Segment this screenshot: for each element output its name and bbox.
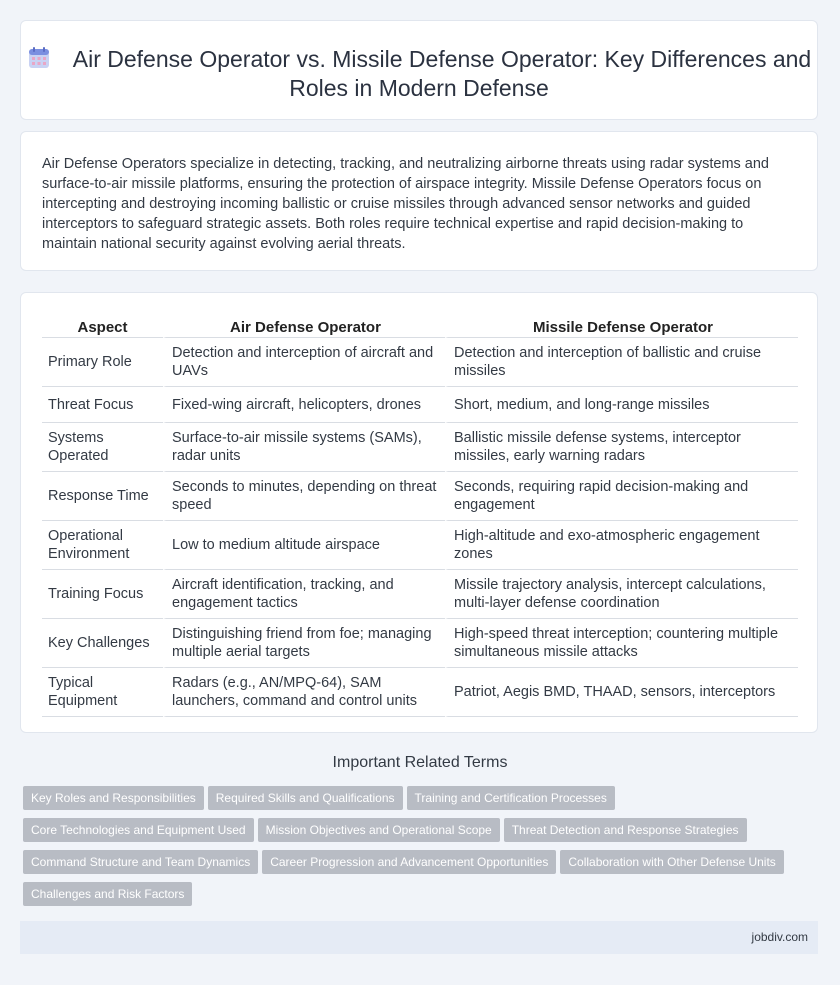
title-text: Air Defense Operator vs. Missile Defense Operator: Key Differences and Roles in Modern Defense [72,46,812,101]
related-term-tag[interactable]: Mission Objectives and Operational Scope [258,818,500,842]
cell-air: Radars (e.g., AN/MPQ-64), SAM launchers, command and control units [163,668,445,717]
table-row [42,472,798,521]
cell-aspect: Key Challenges [42,619,163,668]
related-term-tag[interactable]: Career Progression and Advancement Opportunities [262,850,556,874]
table-header-row [42,315,798,338]
cell-air: Aircraft identification, tracking, and engagement tactics [163,570,445,619]
table-row [42,423,798,472]
related-term-tag[interactable]: Command Structure and Team Dynamics [23,850,258,874]
cell-missile: Short, medium, and long-range missiles [445,387,798,423]
table-row [42,668,798,717]
intro-paragraph: Air Defense Operators specialize in detecting, tracking, and neutralizing airborne threats using radar systems and surface-to-air missile platforms, ensuring the protection of airspace integrity. Missile Defense Operators focus on intercepting and destroying incoming ballistic or cruise missiles through advanced sensor networks and guided interceptors to safeguard strategic assets. Both roles require technical expertise and rapid decision-making to maintain national security against evolving aerial threats. [42,156,769,252]
cell-aspect: Typical Equipment [42,668,163,717]
cell-air: Detection and interception of aircraft and UAVs [163,338,445,387]
table-row [42,338,798,387]
cell-missile: High-speed threat interception; countering multiple simultaneous missile attacks [445,619,798,668]
calendar-icon [27,46,51,70]
intro-card [20,131,818,271]
cell-air: Distinguishing friend from foe; managing multiple aerial targets [163,619,445,668]
cell-missile: Missile trajectory analysis, intercept calculations, multi-layer defense coordination [445,570,798,619]
related-term-tag[interactable]: Collaboration with Other Defense Units [560,850,783,874]
cell-air: Surface-to-air missile systems (SAMs), radar units [163,423,445,472]
footer-site-link[interactable]: jobdiv.com [751,930,808,944]
table-row [42,387,798,423]
comparison-card [20,292,818,733]
header-aspect: Aspect [42,315,163,338]
cell-missile: Detection and interception of ballistic and cruise missiles [445,338,798,387]
cell-missile: Seconds, requiring rapid decision-making and engagement [445,472,798,521]
cell-missile: High-altitude and exo-atmospheric engagement zones [445,521,798,570]
cell-aspect: Response Time [42,472,163,521]
cell-air: Seconds to minutes, depending on threat speed [163,472,445,521]
related-term-tag[interactable]: Training and Certification Processes [407,786,615,810]
footer [20,921,818,954]
cell-aspect: Threat Focus [42,387,163,423]
related-term-tag[interactable]: Threat Detection and Response Strategies [504,818,747,842]
header-air-defense: Air Defense Operator [163,315,445,338]
related-terms-list [23,786,813,914]
related-terms-heading: Important Related Terms [332,754,508,771]
cell-aspect: Primary Role [42,338,163,387]
table-row [42,619,798,668]
cell-air: Fixed-wing aircraft, helicopters, drones [163,387,445,423]
cell-aspect: Systems Operated [42,423,163,472]
related-term-tag[interactable]: Core Technologies and Equipment Used [23,818,254,842]
cell-missile: Patriot, Aegis BMD, THAAD, sensors, interceptors [445,668,798,717]
related-term-tag[interactable]: Challenges and Risk Factors [23,882,192,906]
related-term-tag[interactable]: Key Roles and Responsibilities [23,786,204,810]
cell-aspect: Operational Environment [42,521,163,570]
header-missile-defense: Missile Defense Operator [445,315,798,338]
cell-missile: Ballistic missile defense systems, interceptor missiles, early warning radars [445,423,798,472]
cell-air: Low to medium altitude airspace [163,521,445,570]
page-title [21,45,817,103]
table-row [42,521,798,570]
cell-aspect: Training Focus [42,570,163,619]
comparison-table [42,315,798,717]
related-term-tag[interactable]: Required Skills and Qualifications [208,786,403,810]
header-card [20,20,818,120]
table-row [42,570,798,619]
